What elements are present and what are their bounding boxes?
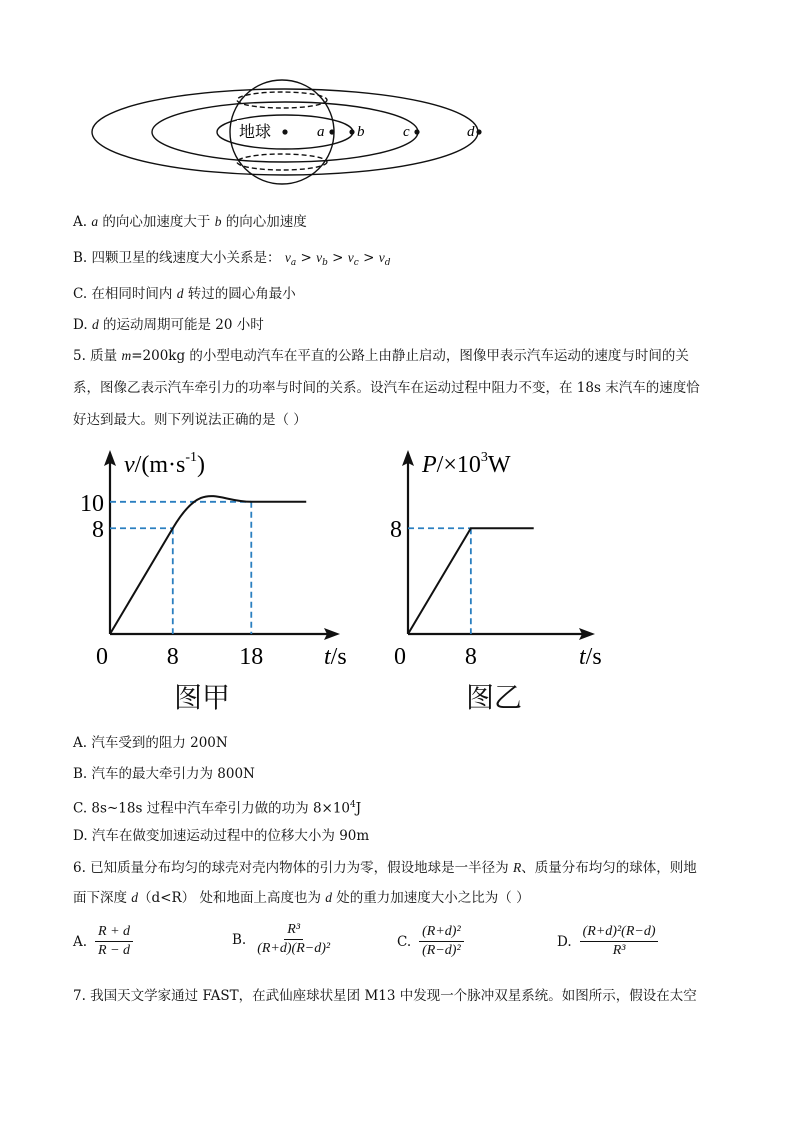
x-axis-label: t/s — [324, 644, 347, 670]
q4-option-d: D. d 的运动周期可能是 20 小时 — [73, 317, 264, 333]
q4-option-c: C. 在相同时间内 d 转过的圆心角最小 — [73, 286, 296, 302]
q6-option-d-fraction: $\frac{\text{(R+d)²(R−d)}}{\text{R³}}$ — [580, 924, 659, 959]
satellite-d-dot — [476, 129, 481, 134]
y-axis-label: $v/(m\cdot s^{-1})$ — [124, 450, 205, 478]
earth-label: 地球 — [239, 122, 272, 141]
earth-center-dot — [282, 129, 287, 134]
x-axis-label: t/s — [579, 644, 602, 670]
satellite-c-dot — [414, 129, 419, 134]
satellite-d-label: d — [467, 124, 475, 140]
satellite-b-label: b — [357, 124, 365, 140]
velocity-time-chart — [70, 450, 347, 674]
earth-equator-top — [237, 92, 327, 108]
x-tick-label: 18 — [239, 644, 264, 670]
q5-option-a: A. 汽车受到的阻力 200N — [73, 735, 228, 751]
q5-stem-line-3: 好达到最大。则下列说法正确的是（ ） — [73, 412, 307, 428]
q6-option-c: C. $\frac{\text{(R+d)²}}{\text{(R−d)²}}$ — [397, 924, 464, 959]
q5-option-b: B. 汽车的最大牵引力为 800N — [73, 766, 255, 782]
chart-yi-caption: 图乙 — [466, 681, 523, 714]
q6-option-b: B. $\frac{\text{R³}}{\text{(R+d)(R−d)²}}$ — [232, 922, 333, 957]
q6-stem-line-2: 面下深度 d（d<R） 处和地面上高度也为 d 处的重力加速度大小之比为（ ） — [73, 890, 530, 906]
q5-option-c: C. 8s~18s 过程中汽车牵引力做的功为 $8\times 10^4J$ — [73, 800, 362, 817]
y-tick-label: 8 — [92, 517, 104, 544]
chart-jia-caption: 图甲 — [174, 681, 231, 714]
satellite-a-dot — [329, 129, 334, 134]
q7-stem-line-1: 7. 我国天文学家通过 FAST，在武仙座球状星团 M13 中发现一个脉冲双星系统。如图所示，假设在太空 — [73, 988, 697, 1004]
q6-option-b-fraction: $\frac{\text{R³}}{\text{(R+d)(R−d)²}}$ — [257, 922, 331, 956]
x-tick-label: 8 — [464, 644, 477, 670]
power-time-chart — [380, 452, 600, 674]
q4-option-b: B. 四颗卫星的线速度大小关系是： $v_a > v_b > v_c > v_d$ — [73, 250, 391, 268]
x-tick-label: 8 — [166, 644, 179, 670]
data-series-line — [110, 496, 306, 634]
y-tick-label: 10 — [80, 490, 104, 517]
q5-option-d: D. 汽车在做变加速运动过程中的位移大小为 90m — [73, 828, 370, 844]
y-axis-label: $P/\times 10^3W$ — [422, 450, 511, 478]
q6-option-c-fraction: $\frac{\text{(R+d)²}}{\text{(R−d)²}}$ — [419, 924, 464, 959]
satellite-c-label: c — [403, 124, 410, 140]
satellite-a-label: a — [317, 124, 325, 140]
satellite-b-dot — [349, 129, 354, 134]
q4-option-a: A. a 的向心加速度大于 b 的向心加速度 — [73, 214, 307, 230]
q6-option-a: A. $\frac{R + d}{R - d}$ — [73, 924, 133, 959]
origin-label: 0 — [394, 644, 406, 670]
q6-option-a-fraction: $\frac{R + d}{R - d}$ — [95, 924, 133, 959]
q5-stem-line-1: 5. 质量 m=200kg 的小型电动汽车在平直的公路上由静止启动，图像甲表示汽车运动的速度与时间的关 — [73, 348, 689, 364]
q6-option-d: D. $\frac{\text{(R+d)²(R−d)}}{\text{R³}}$ — [557, 924, 658, 959]
origin-label: 0 — [96, 644, 108, 670]
q5-stem-line-2: 系，图像乙表示汽车牵引力的功率与时间的关系。设汽车在运动过程中阻力不变，在 18s 末汽车的速度恰 — [73, 380, 700, 396]
y-tick-label: 8 — [390, 517, 402, 544]
orbit-figure — [85, 78, 495, 188]
q6-stem-line-1: 6. 已知质量分布均匀的球壳对壳内物体的引力为零，假设地球是一半径为 R、质量分布均匀的球体，则地 — [73, 860, 697, 876]
